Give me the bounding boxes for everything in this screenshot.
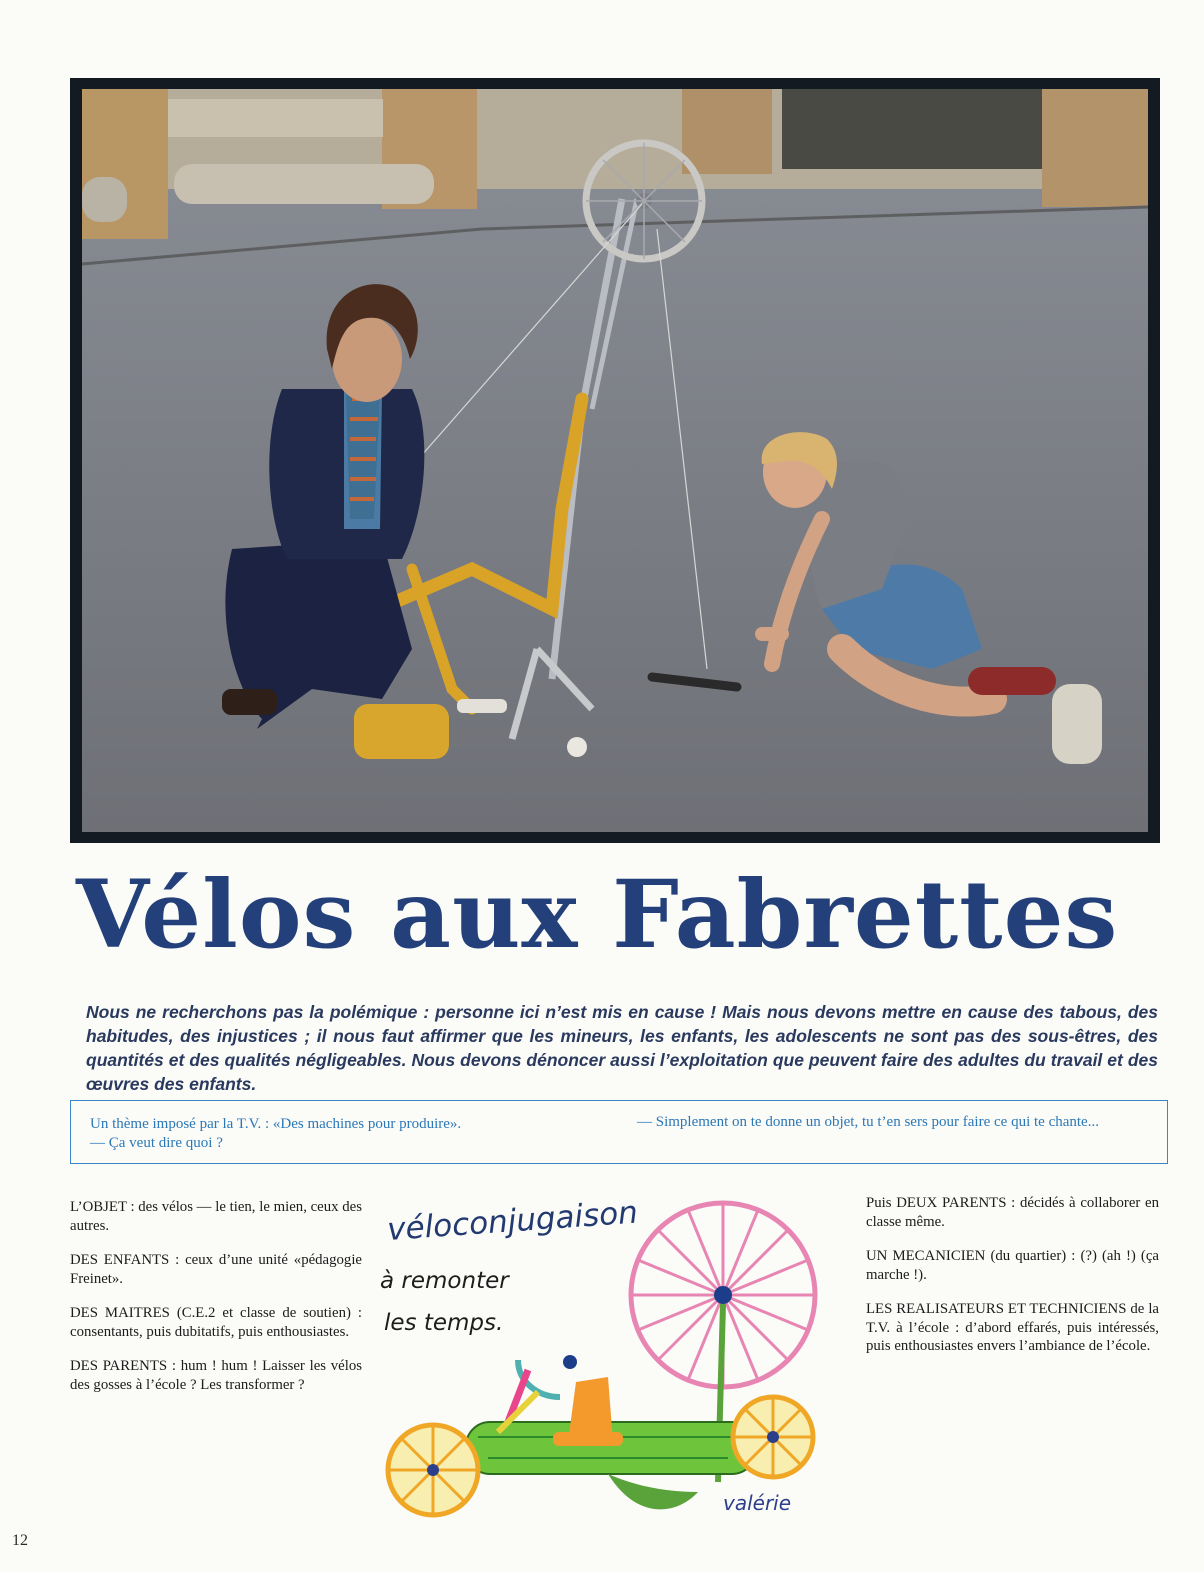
dialogue-left-line1: Un thème imposé par la T.V. : «Des machines pour produire». [90,1116,462,1132]
dialogue-left-line2: — Ça veut dire quoi ? [90,1135,223,1151]
intro-paragraph: Nous ne recherchons pas la polémique : personne ici n’est mis en cause ! Mais nous devons mettre en cause des tabous, des habitudes, des injustices ; il nous faut affirmer que les mineurs, les enfants, les adolescents ne sont pas des sous-êtres, des quantités et des qualités négligeables. Nous devons dénoncer aussi l’exploitation que peuvent faire des adultes du travail et des œuvres des enfants. [86,1002,1158,1094]
page-number: 12 [12,1532,28,1549]
dialogue-box [70,1100,1168,1164]
left-column [70,1198,362,1410]
paragraph-enfants: DES ENFANTS : ceux d’une unité «pédagogie Freinet». [70,1252,362,1287]
paragraph-deux-parents: Puis DEUX PARENTS : décidés à collaborer en classe même. [866,1195,1159,1230]
svg-text:à remonter: à remonter [380,1268,509,1294]
dialogue-left [90,1115,590,1153]
right-column [866,1194,1159,1372]
dialogue-right: — Simplement on te donne un objet, tu t’en sers pour faire ce qui te chante... [637,1114,1099,1130]
svg-text:valérie: valérie [723,1491,792,1515]
paragraph-objet: L’OBJET : des vélos — le tien, le mien, ceux des autres. [70,1199,362,1234]
svg-text:véloconjugaison: véloconjugaison [386,1194,639,1248]
paragraph-parents: DES PARENTS : hum ! hum ! Laisser les vélos des gosses à l’école ? Les transformer ? [70,1358,362,1393]
svg-text:les temps.: les temps. [384,1310,504,1336]
headline: Vélos aux Fabrettes [76,860,1119,970]
child-drawing [378,1192,848,1532]
photo-children-bicycle [82,89,1148,832]
paragraph-mecanicien: UN MECANICIEN (du quartier) : (?) (ah !) (ça marche !). [866,1248,1159,1283]
paragraph-maitres: DES MAITRES (C.E.2 et classe de soutien) : consentants, puis dubitatifs, puis enthousiastes. [70,1305,362,1340]
paragraph-realisateurs: LES REALISATEURS ET TECHNICIENS de la T.V. à l’école : d’abord effarés, puis intéressés, puis enthousiastes envers l’ambiance de l’école. [866,1301,1159,1354]
photo-frame [70,78,1160,843]
